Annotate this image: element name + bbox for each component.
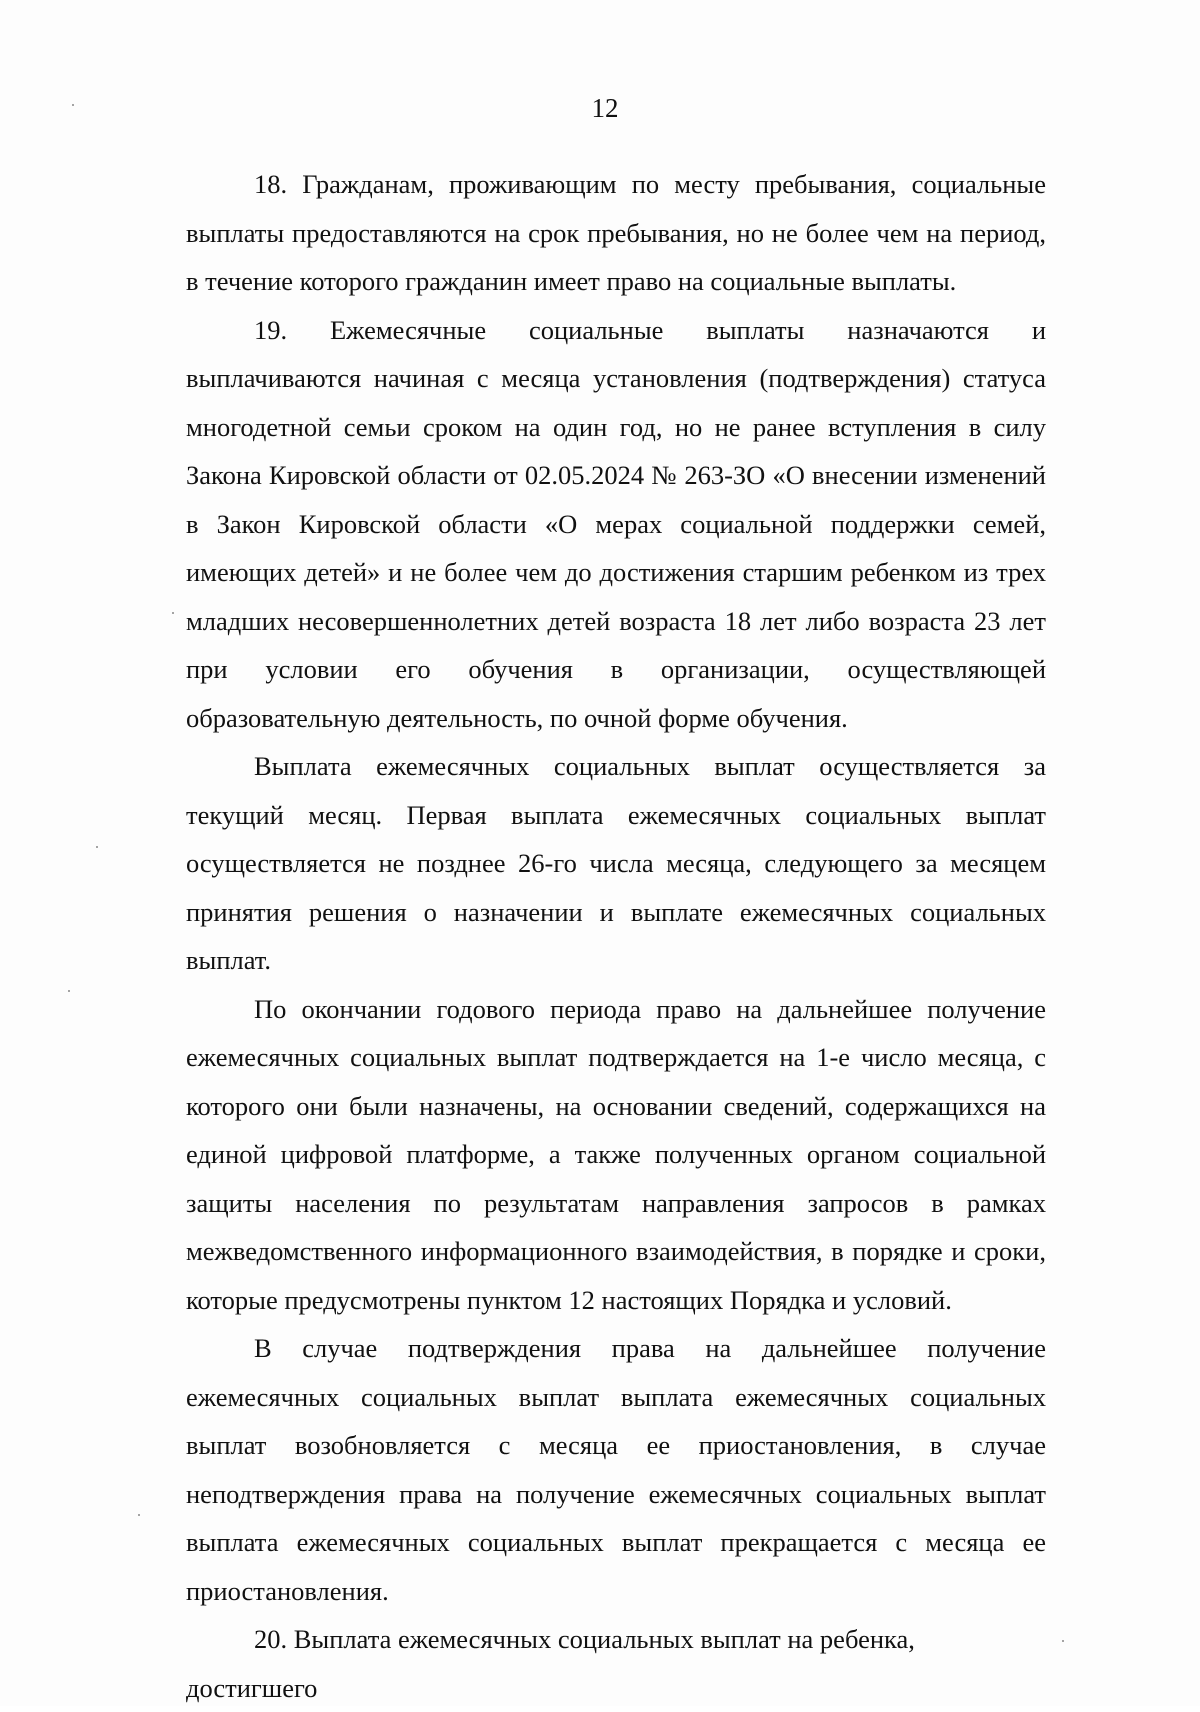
scan-speck	[138, 1514, 140, 1516]
scan-speck	[68, 990, 70, 992]
paragraph-19-payment: Выплата ежемесячных социальных выплат осуществляется за текущий месяц. Первая выплата ежемесячных социальных выплат осуществляется не позднее 26-го числа месяца, следующего за месяцем принятия решения о назначении и выплате ежемесячных социальных выплат.	[186, 751, 1046, 975]
scan-speck	[1062, 1640, 1064, 1642]
paragraph-20: 20. Выплата ежемесячных социальных выплат на ребенка, достигшего	[186, 1624, 915, 1703]
scan-speck	[72, 104, 74, 106]
scan-speck	[172, 612, 174, 614]
paragraph-19-resumption: В случае подтверждения права на дальнейшее получение ежемесячных социальных выплат выплата ежемесячных социальных выплат возобновляется с месяца ее приостановления, в случае неподтверждения права на получение ежемесячных социальных выплат выплата ежемесячных социальных выплат прекращается с месяца ее приостановления.	[186, 1333, 1046, 1606]
scan-speck	[96, 846, 98, 848]
document-body	[186, 160, 1046, 1712]
page-number: 12	[591, 93, 619, 123]
paragraph-19: 19. Ежемесячные социальные выплаты назначаются и выплачиваются начиная с месяца установления (подтверждения) статуса многодетной семьи сроком на один год, но не ранее вступления в силу Закона Кировской области от 02.05.2024 № 263-ЗО «О внесении изменений в Закон Кировской области «О мерах социальной поддержки семей, имеющих детей» и не более чем до достижения старшим ребенком из трех младших несовершеннолетних детей возраста 18 лет либо возраста 23 лет при условии его обучения в организации, осуществляющей образовательную деятельность, по очной форме обучения.	[186, 314, 1046, 733]
paragraph-18: 18. Гражданам, проживающим по месту пребывания, социальные выплаты предоставляются на срок пребывания, но не более чем на период, в течение которого гражданин имеет право на социальные выплаты.	[186, 169, 1046, 296]
paragraph-19-annual-confirmation: По окончании годового периода право на дальнейшее получение ежемесячных социальных выплат подтверждается на 1-е число месяца, с которого они были назначены, на основании сведений, содержащихся на единой цифровой платформе, а также полученных органом социальной защиты населения по результатам направления запросов в рамках межведомственного информационного взаимодействия, в порядке и сроки, которые предусмотрены пунктом 12 настоящих Порядка и условий.	[186, 993, 1046, 1315]
